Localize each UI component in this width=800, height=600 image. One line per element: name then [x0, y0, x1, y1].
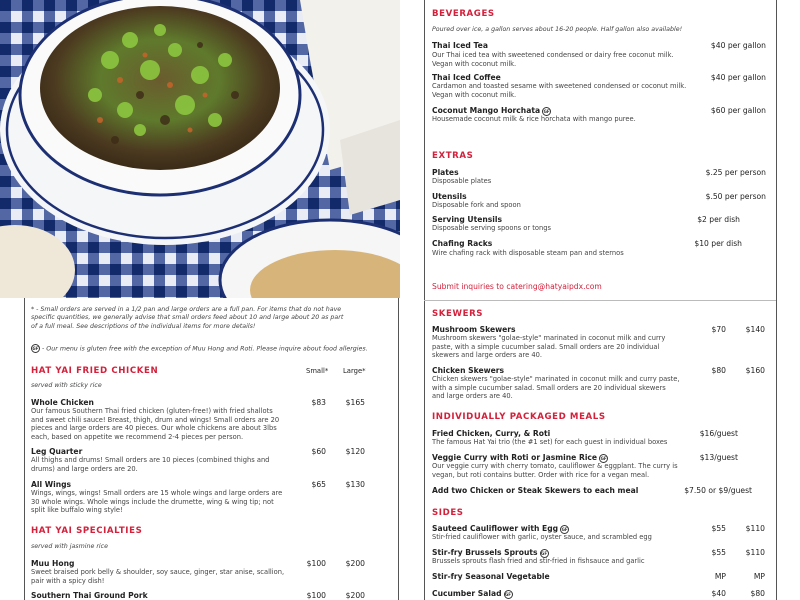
gluten-free-icon: GF — [505, 591, 512, 597]
menu-item-name-text: Sauteed Cauliflower with Egg — [432, 524, 559, 533]
menu-item-desc: The famous Hat Yai trio (the #1 set) for each guest in individual boxes — [432, 438, 668, 446]
small-column-label: Small* — [306, 367, 329, 375]
food-photo — [0, 0, 400, 298]
menu-item-small-price: $60 — [311, 447, 326, 456]
menu-item-name-text: Cucumber Salad — [432, 589, 502, 598]
menu-item-price: $40 per gallon — [710, 41, 766, 50]
menu-item-name: Leg Quarter — [31, 447, 83, 456]
menu-item-name-text: Veggie Curry with Roti or Jasmine Rice — [432, 453, 598, 462]
menu-item-large-price: $110 — [745, 548, 765, 557]
menu-item-name: Plates — [432, 168, 459, 177]
specialties-heading: HAT YAI SPECIALTIES — [31, 526, 143, 536]
menu-item-name: Thai Iced Coffee — [432, 73, 501, 82]
menu-item-small-price: $55 — [711, 548, 726, 557]
menu-item-desc: Disposable serving spoons or tongs — [432, 224, 551, 232]
menu-item-large-price: $200 — [345, 559, 365, 568]
menu-item-name: Chafing Racks — [432, 239, 493, 248]
fried-chicken-served: served with sticky rice — [31, 382, 102, 389]
menu-item-price: $10 per dish — [694, 239, 742, 248]
menu-item-desc: Brussels sprouts flash fried and stir-fried in fishsauce and garlic — [432, 557, 645, 565]
menu-item-name: Muu Hong — [31, 559, 75, 568]
gluten-free-icon: GF — [541, 550, 548, 556]
right-column-rule — [776, 0, 777, 600]
menu-item-desc: Disposable plates — [432, 177, 492, 185]
right-page-divider — [424, 300, 776, 301]
menu-item-name — [432, 589, 513, 599]
menu-item-desc: Wire chafing rack with disposable steam pan and sternos — [432, 249, 624, 257]
menu-item-small-price: $65 — [311, 480, 326, 489]
menu-item-price: $40 per gallon — [710, 73, 766, 82]
menu-item-small-price: $83 — [311, 398, 326, 407]
menu-item-desc: All thighs and drums! Small orders are 10 pieces (combined thighs and drums) and large orders are 20. — [31, 456, 270, 473]
vegan-icon: GF — [543, 108, 550, 114]
skewers-heading: SKEWERS — [432, 309, 484, 319]
menu-item-desc: Mushroom skewers "golae-style" marinated in coconut milk and curry paste, with a simple cucumber salad. Small orders are 20 individual skewers and large orders are 40. — [432, 334, 666, 360]
menu-item-small-price: $70 — [711, 325, 726, 334]
menu-item-desc: Our Thai iced tea with sweetened condensed or dairy free coconut milk. Vegan with coconut milk. — [432, 51, 674, 68]
menu-item-name: Serving Utensils — [432, 215, 503, 224]
menu-item-price: $13/guest — [699, 453, 738, 462]
menu-item-desc: Sweet braised pork belly & shoulder, soy sauce, ginger, star anise, scallion, pair with a spicy dish! — [31, 568, 285, 585]
menu-item-small-price: $100 — [306, 559, 326, 568]
menu-item-large-price: $80 — [750, 589, 765, 598]
menu-item-name: Utensils — [432, 192, 467, 201]
large-column-label: Large* — [343, 367, 366, 375]
left-column-rule — [24, 298, 25, 600]
menu-item-desc: Stir-fried cauliflower with garlic, oyster sauce, and scrambled egg — [432, 533, 652, 541]
menu-item-small-price: $100 — [306, 591, 326, 600]
gluten-free-icon: GF — [32, 346, 39, 351]
menu-item-desc: Cardamon and toasted sesame with sweetened condensed or coconut milk. Vegan with coconut milk. — [432, 82, 687, 99]
menu-item-price: $7.50 or $9/guest — [684, 486, 752, 495]
menu-item-name: Stir-fry Seasonal Vegetable — [432, 572, 550, 581]
size-note: * - Small orders are served in a 1/2 pan and large orders are a full pan. For items that do not have specific quantities, we generally advise that small orders feed about 10 and large about 20 as part of a full meal. See descriptions of the individual items for more details! — [31, 306, 344, 330]
menu-item-large-price: $165 — [345, 398, 365, 407]
fried-chicken-heading: HAT YAI FRIED CHICKEN — [31, 366, 159, 376]
menu-item-name: Chicken Skewers — [432, 366, 505, 375]
catering-inquiry-link[interactable]: Submit inquiries to catering@hatyaipdx.com — [432, 282, 602, 291]
menu-item-small-price: $80 — [711, 366, 726, 375]
menu-item-desc: Disposable fork and spoon — [432, 201, 521, 209]
menu-item-name: Add two Chicken or Steak Skewers to each meal — [432, 486, 639, 495]
gluten-free-note-text: - Our menu is gluten free with the exception of Muu Hong and Roti. Please inquire about food allergies. — [40, 345, 368, 353]
menu-item-name: Southern Thai Ground Pork — [31, 591, 148, 600]
menu-item-name: Mushroom Skewers — [432, 325, 516, 334]
menu-item-large-price: $200 — [345, 591, 365, 600]
menu-item-price: $.50 per person — [705, 192, 766, 201]
menu-item-name-text: Coconut Mango Horchata — [432, 106, 541, 115]
beverages-heading: BEVERAGES — [432, 9, 495, 19]
gluten-free-icon: GF — [561, 526, 568, 532]
food-photo-illustration — [0, 0, 400, 298]
menu-item-name-text: Stir-fry Brussels Sprouts — [432, 548, 538, 557]
menu-item-large-price: $110 — [745, 524, 765, 533]
menu-item-desc: Chicken skewers "golae-style" marinated in coconut milk and curry paste, with a simple cucumber salad. Small orders are 20 individual skewers and large orders are 40. — [432, 375, 680, 401]
menu-item-price: $60 per gallon — [710, 106, 766, 115]
menu-item-large-price: $120 — [345, 447, 365, 456]
menu-item-name: All Wings — [31, 480, 72, 489]
extras-heading: EXTRAS — [432, 151, 474, 161]
menu-item-desc: Wings, wings, wings! Small orders are 15 whole wings and large orders are 30 whole wings. Whole wings include the drumette, wing & wing tip; not split like buffalo wing style! — [31, 489, 283, 515]
menu-item-price: $16/guest — [699, 429, 738, 438]
menu-item-desc: Our veggie curry with cherry tomato, cauliflower & eggplant. The curry is vegan, but roti contains butter. Order with rice for a vegan meal. — [432, 462, 678, 479]
menu-item-large-price: $160 — [745, 366, 765, 375]
sides-heading: SIDES — [432, 508, 464, 518]
packaged-meals-heading: INDIVIDUALLY PACKAGED MEALS — [432, 412, 606, 422]
menu-item-name: Fried Chicken, Curry, & Roti — [432, 429, 551, 438]
menu-item-desc: Our famous Southern Thai fried chicken (gluten-free!) with fried shallots and sweet chili sauce! Breast, thigh, drum and wings! Small orders are 20 pieces and large orders are 40 pieces. Our whole chickens are about 3lbs each, based on appetite we recommend 2-4 pieces per person. — [31, 407, 280, 441]
center-left-rule — [398, 298, 399, 600]
specialties-served: served with jasmine rice — [31, 543, 109, 550]
beverages-intro: Poured over ice, a gallon serves about 16-20 people. Half gallon also available! — [432, 26, 683, 33]
menu-item-name: Thai Iced Tea — [432, 41, 488, 50]
gluten-free-note — [31, 344, 371, 354]
menu-item-name: Whole Chicken — [31, 398, 94, 407]
vegan-icon: GF — [600, 455, 607, 461]
menu-item-large-price: $130 — [345, 480, 365, 489]
menu-item-large-price: $140 — [745, 325, 765, 334]
menu-item-price: $2 per dish — [697, 215, 740, 224]
menu-item-small-price: MP — [714, 572, 726, 581]
menu-item-small-price: $55 — [711, 524, 726, 533]
menu-item-price: $.25 per person — [705, 168, 766, 177]
menu-item-large-price: MP — [753, 572, 765, 581]
menu-item-small-price: $40 — [711, 589, 726, 598]
menu-item-desc: Housemade coconut milk & rice horchata with mango puree. — [432, 115, 636, 123]
